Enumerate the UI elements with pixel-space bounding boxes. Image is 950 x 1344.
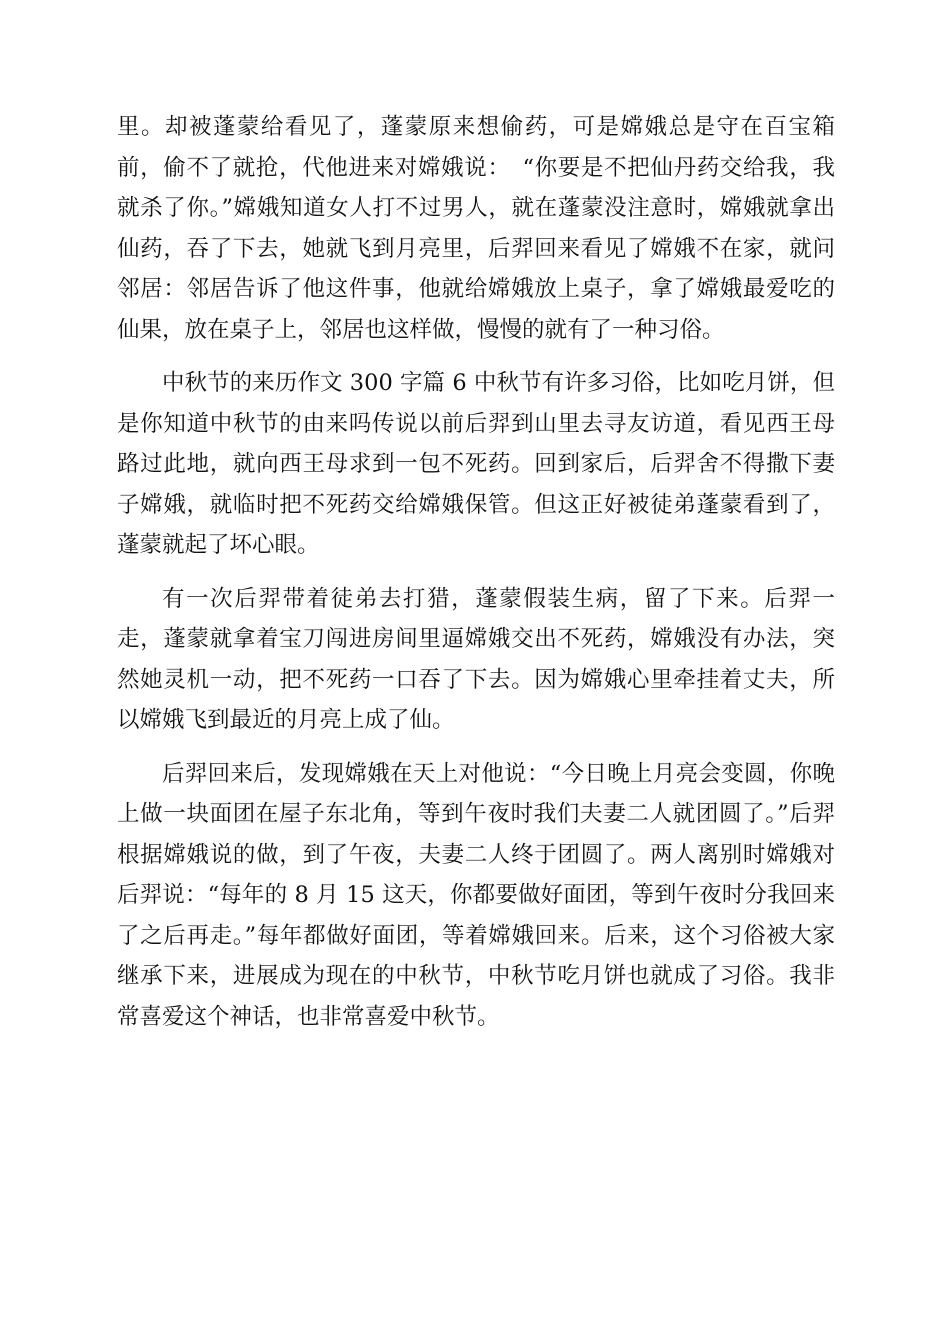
paragraph-origin-story: 中秋节的来历作文 300 字篇 6 中秋节有许多习俗，比如吃月饼，但是你知道中秋节的由来吗传说以前后羿到山里去寻友访道，看见西王母路过此地，就向西王母求到一包不死药。回到家后，后羿舍不得撒下妻子嫦娥，就临时把不死药交给嫦娥保管。但这正好被徒弟蓬蒙看到了，蓬蒙就起了坏心眼。 xyxy=(117,370,835,558)
document-body xyxy=(117,107,835,1050)
paragraph-hunting-trip: 有一次后羿带着徒弟去打猎，蓬蒙假装生病，留了下来。后羿一走，蓬蒙就拿着宝刀闯进房间里逼嫦娥交出不死药，嫦娥没有办法，突然她灵机一动，把不死药一口吞了下去。因为嫦娥心里牵挂着丈夫，所以嫦娥飞到最近的月亮上成了仙。 xyxy=(117,585,835,733)
paragraph-reunion: 后羿回来后，发现嫦娥在天上对他说：“今日晚上月亮会变圆，你晚上做一块面团在屋子东北角，等到午夜时我们夫妻二人就团圆了。”后羿根据嫦娥说的做，到了午夜，夫妻二人终于团圆了。两人离别时嫦娥对后羿说：“每年的 8 月 15 这天，你都要做好面团，等到午夜时分我回来了之后再走。”每年都做好面团，等着嫦娥回来。后来，这个习俗被大家继承下来，进展成为现在的中秋节，中秋节吃月饼也就成了习俗。我非常喜爱这个神话，也非常喜爱中秋节。 xyxy=(117,760,835,1030)
paragraph-continuation: 里。却被蓬蒙给看见了，蓬蒙原来想偷药，可是嫦娥总是守在百宝箱前，偷不了就抢，代他进来对嫦娥说： “你要是不把仙丹药交给我，我就杀了你。”嫦娥知道女人打不过男人，就在蓬蒙没注意时，嫦娥就拿出仙药，吞了下去，她就飞到月亮里，后羿回来看见了嫦娥不在家，就问邻居：邻居告诉了他这件事，他就给嫦娥放上桌子，拿了嫦娥最爱吃的仙果，放在桌子上，邻居也这样做，慢慢的就有了一种习俗。 xyxy=(117,114,835,343)
